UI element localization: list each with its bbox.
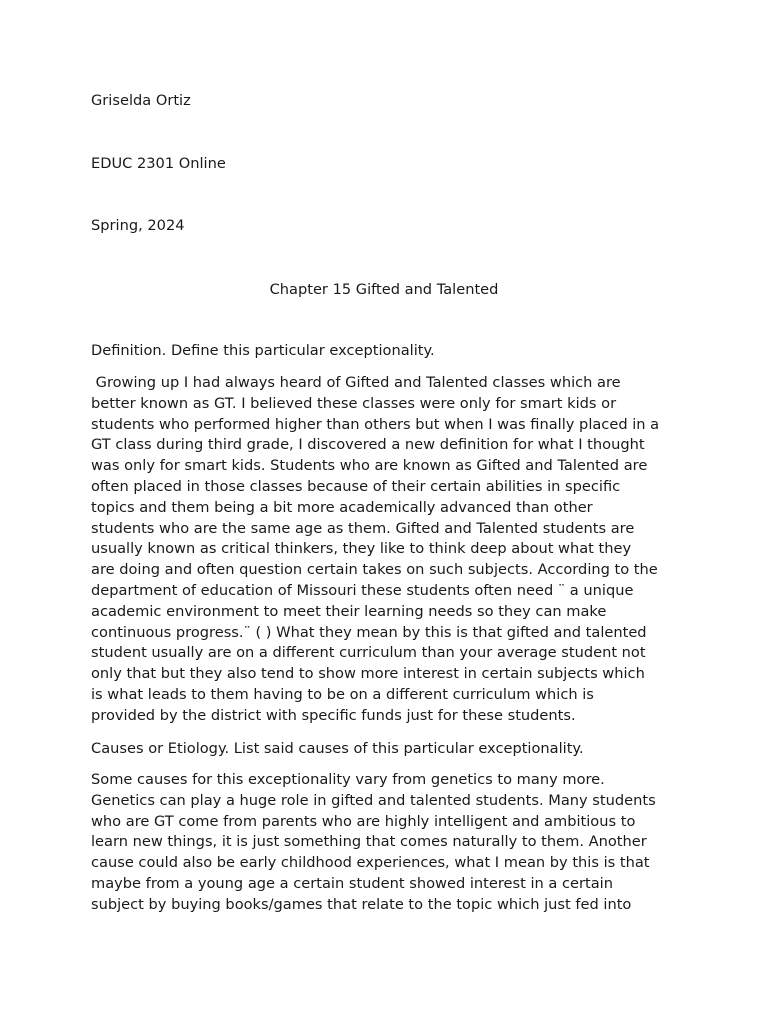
section-heading: Causes or Etiology. List said causes of this particular exceptionality. xyxy=(91,740,584,757)
paragraph-line: usually known as critical thinkers, they like to think deep about what they xyxy=(91,540,632,558)
paragraph-line: students who performed higher than others but when I was finally placed in a xyxy=(91,415,660,433)
paragraph-line: students who are the same age as them. Gifted and Talented students are xyxy=(91,519,635,537)
paragraph-line: cause could also be early childhood experiences, what I mean by this is that xyxy=(91,854,650,872)
paragraph-line: maybe from a young age a certain student showed interest in a certain xyxy=(91,874,613,892)
document-title: Chapter 15 Gifted and Talented xyxy=(269,281,499,298)
paragraph-line: better known as GT. I believed these classes were only for smart kids or xyxy=(91,394,617,412)
section-heading: Definition. Define this particular exceptionality. xyxy=(91,342,435,359)
paragraph-line: continuous progress.¨ ( ) What they mean by this is that gifted and talented xyxy=(91,623,647,641)
course-name: EDUC 2301 Online xyxy=(91,155,226,172)
definition-heading xyxy=(91,341,691,362)
paragraph-line: was only for smart kids. Students who are known as Gifted and Talented are xyxy=(91,457,648,475)
paragraph-line: who are GT come from parents who are highly intelligent and ambitious to xyxy=(91,812,636,830)
author-name: Griselda Ortiz xyxy=(91,92,191,109)
paragraph-line: provided by the district with specific funds just for these students. xyxy=(91,706,576,724)
definition-paragraph xyxy=(91,373,691,727)
causes-heading xyxy=(91,739,691,760)
paragraph-line: Growing up I had always heard of Gifted and Talented classes which are xyxy=(91,374,621,391)
paragraph-line: are doing and often question certain takes on such subjects. According to the xyxy=(91,561,658,579)
paragraph-line: often placed in those classes because of their certain abilities in specific xyxy=(91,477,621,495)
paragraph-line: GT class during third grade, I discovered a new definition for what I thought xyxy=(91,436,645,454)
paragraph-line: topics and them being a bit more academically advanced than other xyxy=(91,498,593,516)
paragraph-line: subject by buying books/games that relate to the topic which just fed into xyxy=(91,895,632,913)
paragraph-line: student usually are on a different curriculum than your average student not xyxy=(91,644,646,662)
paragraph-line: Some causes for this exceptionality vary from genetics to many more. xyxy=(91,771,605,788)
paragraph-line: Genetics can play a huge role in gifted and talented students. Many students xyxy=(91,791,656,809)
paragraph-line: academic environment to meet their learning needs so they can make xyxy=(91,602,607,620)
paragraph-line: is what leads to them having to be on a different curriculum which is xyxy=(91,685,594,703)
paragraph-line: learn new things, it is just something that comes naturally to them. Another xyxy=(91,833,647,851)
document-page xyxy=(91,0,691,1024)
term: Spring, 2024 xyxy=(91,217,185,234)
paragraph-line: department of education of Missouri these students often need ¨ a unique xyxy=(91,581,634,599)
causes-paragraph xyxy=(91,770,691,916)
paragraph-line: only that but they also tend to show more interest in certain subjects which xyxy=(91,665,645,683)
